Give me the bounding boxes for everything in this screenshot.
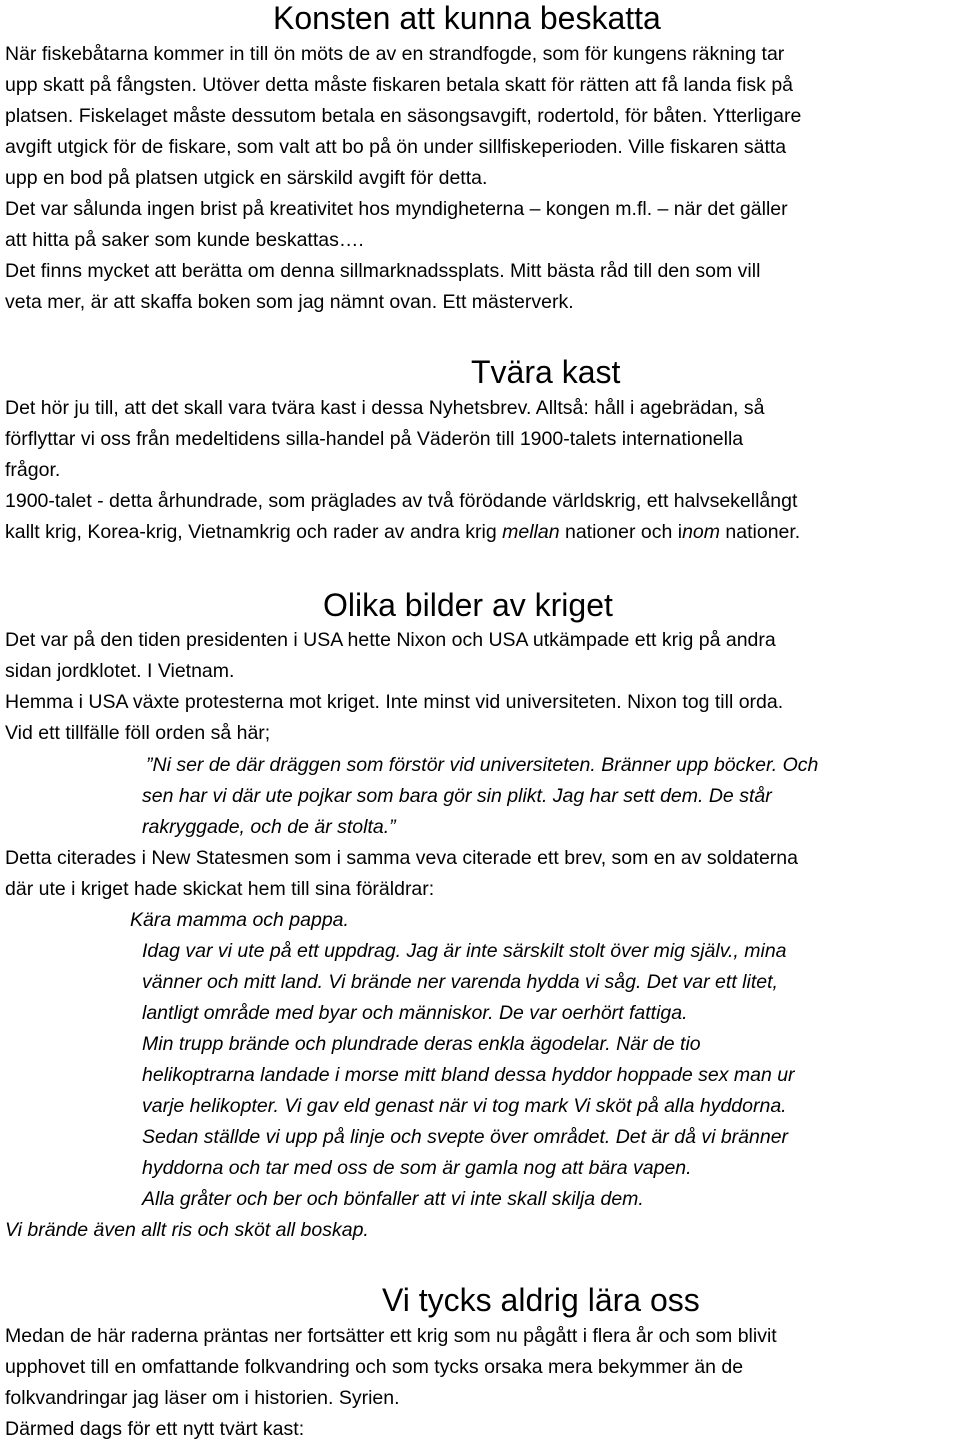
- quote-line: ”Ni ser de där dräggen som förstör vid universiteten. Bränner upp böcker. Och: [146, 754, 819, 776]
- quote-line: rakryggade, och de är stolta.”: [142, 816, 396, 838]
- letter-line: varje helikopter. Vi gav eld genast när vi tog mark Vi sköt på alla hyddorna.: [142, 1095, 787, 1117]
- paragraph-line: Därmed dags för ett nytt tvärt kast:: [5, 1418, 305, 1440]
- paragraph-line: Detta citerades i New Statesmen som i samma veva citerade ett brev, som en av soldaterna: [5, 847, 798, 869]
- paragraph-line: att hitta på saker som kunde beskattas….: [5, 229, 364, 251]
- paragraph-line: Det hör ju till, att det skall vara tvära kast i dessa Nyhetsbrev. Alltså: håll i agebrädan, så: [5, 397, 765, 419]
- heading-vi-tycks: Vi tycks aldrig lära oss: [382, 1282, 700, 1318]
- letter-line: Alla gråter och ber och bönfaller att vi inte skall skilja dem.: [142, 1188, 644, 1210]
- paragraph-line: När fiskebåtarna kommer in till ön möts de av en strandfogde, som för kungens räkning tar: [5, 43, 785, 65]
- paragraph-line: sidan jordklotet. I Vietnam.: [5, 660, 235, 682]
- letter-greeting: Kära mamma och pappa.: [130, 909, 349, 931]
- letter-line: Min trupp brände och plundrade deras enkla ägodelar. När de tio: [142, 1033, 701, 1055]
- text-run: nationer.: [720, 521, 801, 543]
- paragraph-line: Vid ett tillfälle föll orden så här;: [5, 722, 271, 744]
- italic-text-run: nom: [682, 521, 720, 543]
- letter-line: Sedan ställde vi upp på linje och svepte över området. Det är då vi bränner: [142, 1126, 789, 1148]
- text-run: kallt krig, Korea-krig, Vietnamkrig och rader av andra krig: [5, 521, 503, 543]
- letter-line: Idag var vi ute på ett uppdrag. Jag är inte särskilt stolt över mig själv., mina: [142, 940, 787, 962]
- paragraph-line: Det var på den tiden presidenten i USA hette Nixon och USA utkämpade ett krig på andra: [5, 629, 776, 651]
- paragraph-line: veta mer, är att skaffa boken som jag nämnt ovan. Ett mästerverk.: [5, 291, 574, 313]
- italic-text-run: mellan: [502, 521, 560, 543]
- quote-line: sen har vi där ute pojkar som bara gör sin plikt. Jag har sett dem. De står: [142, 785, 772, 807]
- paragraph-line-mixed: [5, 523, 800, 543]
- letter-line: hyddorna och tar med oss de som är gamla nog att bära vapen.: [142, 1157, 692, 1179]
- paragraph-line: avgift utgick för de fiskare, som valt att bo på ön under sillfiskeperioden. Ville fiskaren sätta: [5, 136, 787, 158]
- paragraph-line: Hemma i USA växte protesterna mot kriget. Inte minst vid universiteten. Nixon tog till orda.: [5, 691, 784, 713]
- paragraph-line: förflyttar vi oss från medeltidens silla-handel på Väderön till 1900-talets internationella: [5, 428, 744, 450]
- paragraph-line: upp skatt på fångsten. Utöver detta måste fiskaren betala skatt för rätten att få landa fisk på: [5, 74, 794, 96]
- text-run: nationer och i: [559, 521, 683, 543]
- paragraph-line: upphovet till en omfattande folkvandring och som tycks orsaka mera bekymmer än de: [5, 1356, 744, 1378]
- paragraph-line: platsen. Fiskelaget måste dessutom betala en säsongsavgift, rodertold, för båten. Ytterligare: [5, 105, 802, 127]
- letter-line: helikoptrarna landade i morse mitt bland dessa hyddor hoppade sex man ur: [142, 1064, 795, 1086]
- paragraph-line: frågor.: [5, 459, 61, 481]
- heading-olika-bilder: Olika bilder av kriget: [323, 587, 613, 623]
- heading-tvara-kast: Tvära kast: [471, 354, 621, 390]
- paragraph-line: där ute i kriget hade skickat hem till sina föräldrar:: [5, 878, 435, 900]
- paragraph-line: Det var sålunda ingen brist på kreativitet hos myndigheterna – kongen m.fl. – när det gäller: [5, 198, 788, 220]
- letter-line: lantligt område med byar och människor. De var oerhört fattiga.: [142, 1002, 688, 1024]
- letter-line: vänner och mitt land. Vi brände ner varenda hydda vi såg. Det var ett litet,: [142, 971, 778, 993]
- paragraph-line: Det finns mycket att berätta om denna sillmarknadssplats. Mitt bästa råd till den som vill: [5, 260, 761, 282]
- letter-end-line: Vi brände även allt ris och sköt all boskap.: [5, 1219, 369, 1241]
- paragraph-line: 1900-talet - detta århundrade, som präglades av två förödande världskrig, ett halvsekellångt: [5, 490, 798, 512]
- heading-konsten: Konsten att kunna beskatta: [273, 0, 661, 36]
- paragraph-line: Medan de här raderna präntas ner fortsätter ett krig som nu pågått i flera år och som blivit: [5, 1325, 777, 1347]
- paragraph-line: upp en bod på platsen utgick en särskild avgift för detta.: [5, 167, 488, 189]
- paragraph-line: folkvandringar jag läser om i historien. Syrien.: [5, 1387, 400, 1409]
